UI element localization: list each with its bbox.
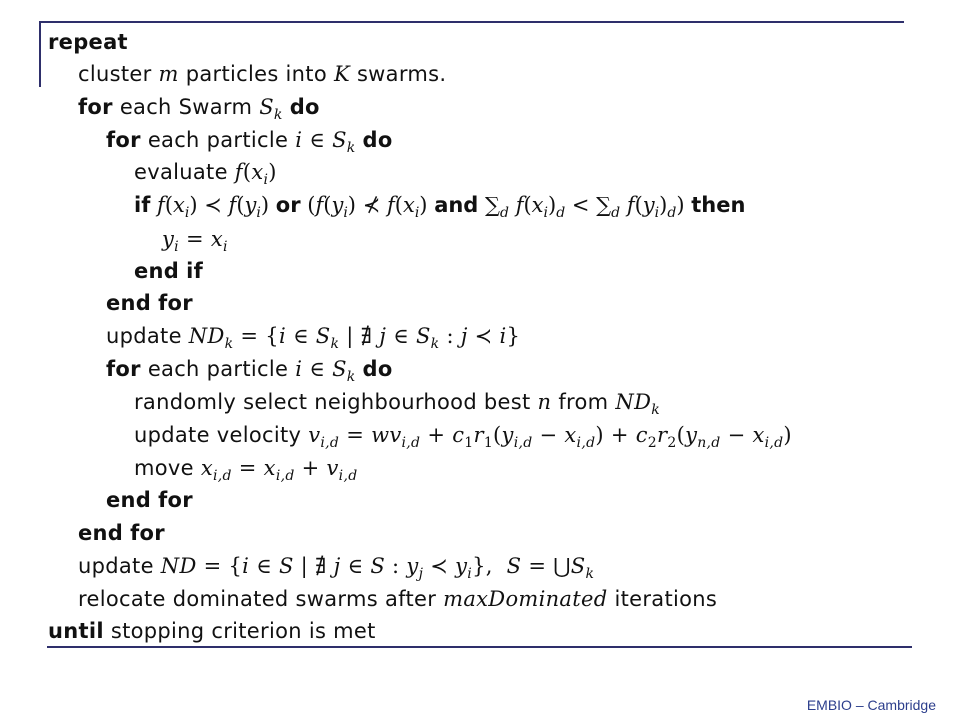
- line-end-for-3: end for: [78, 521, 165, 545]
- line-assign: $y_i = x_i$: [162, 227, 228, 255]
- line-for-particle: for each particle i ∈ $S_k$ do: [106, 128, 393, 156]
- line-end-for-1: end for: [106, 291, 193, 315]
- line-move: move $x_{i,d} = x_{i,d} + v_{i,d}$: [134, 456, 358, 484]
- line-until: until stopping criterion is met: [48, 619, 376, 643]
- line-evaluate: evaluate $f(x_i)$: [134, 160, 277, 188]
- footer-label: EMBIO – Cambridge: [806, 697, 936, 713]
- bottom-rule: [47, 646, 912, 648]
- line-end-for-2: end for: [106, 488, 193, 512]
- line-if-condition: if $f(x_i)$ ≺ $f(y_i)$ or ($f(y_i)$ ⊀ $f(x_i)$ and $\sum_d$ $f(x_i)_d < \sum_d$ $f(y_i)_d$) then: [134, 193, 746, 221]
- line-for-particle-2: for each particle i ∈ $S_k$ do: [106, 357, 393, 385]
- line-update-nd: update ND = {i ∈ S | ∄ j ∈ S : $y_j$ ≺ $y_i$}, $S = ⋃S_k$: [78, 554, 595, 582]
- line-cluster: cluster m particles into K swarms.: [78, 62, 447, 86]
- line-repeat: repeat: [48, 30, 128, 54]
- line-update-velocity: update velocity $v_{i,d} = wv_{i,d} + c_1r_1(y_{i,d} - x_{i,d}) + c_2r_2(y_{n,d} - x_{i,d})$: [134, 423, 792, 451]
- line-update-ndk: update $ND_k = \{i$ ∈ $S_k$ | ∄ j ∈ $S_k$ : j ≺ i}: [106, 324, 521, 352]
- line-relocate: relocate dominated swarms after maxDominated iterations: [78, 587, 718, 611]
- line-for-swarm: for each Swarm $S_k$ do: [78, 95, 320, 123]
- line-select-best: randomly select neighbourhood best n from $ND_k$: [134, 390, 661, 418]
- line-end-if: end if: [134, 259, 204, 283]
